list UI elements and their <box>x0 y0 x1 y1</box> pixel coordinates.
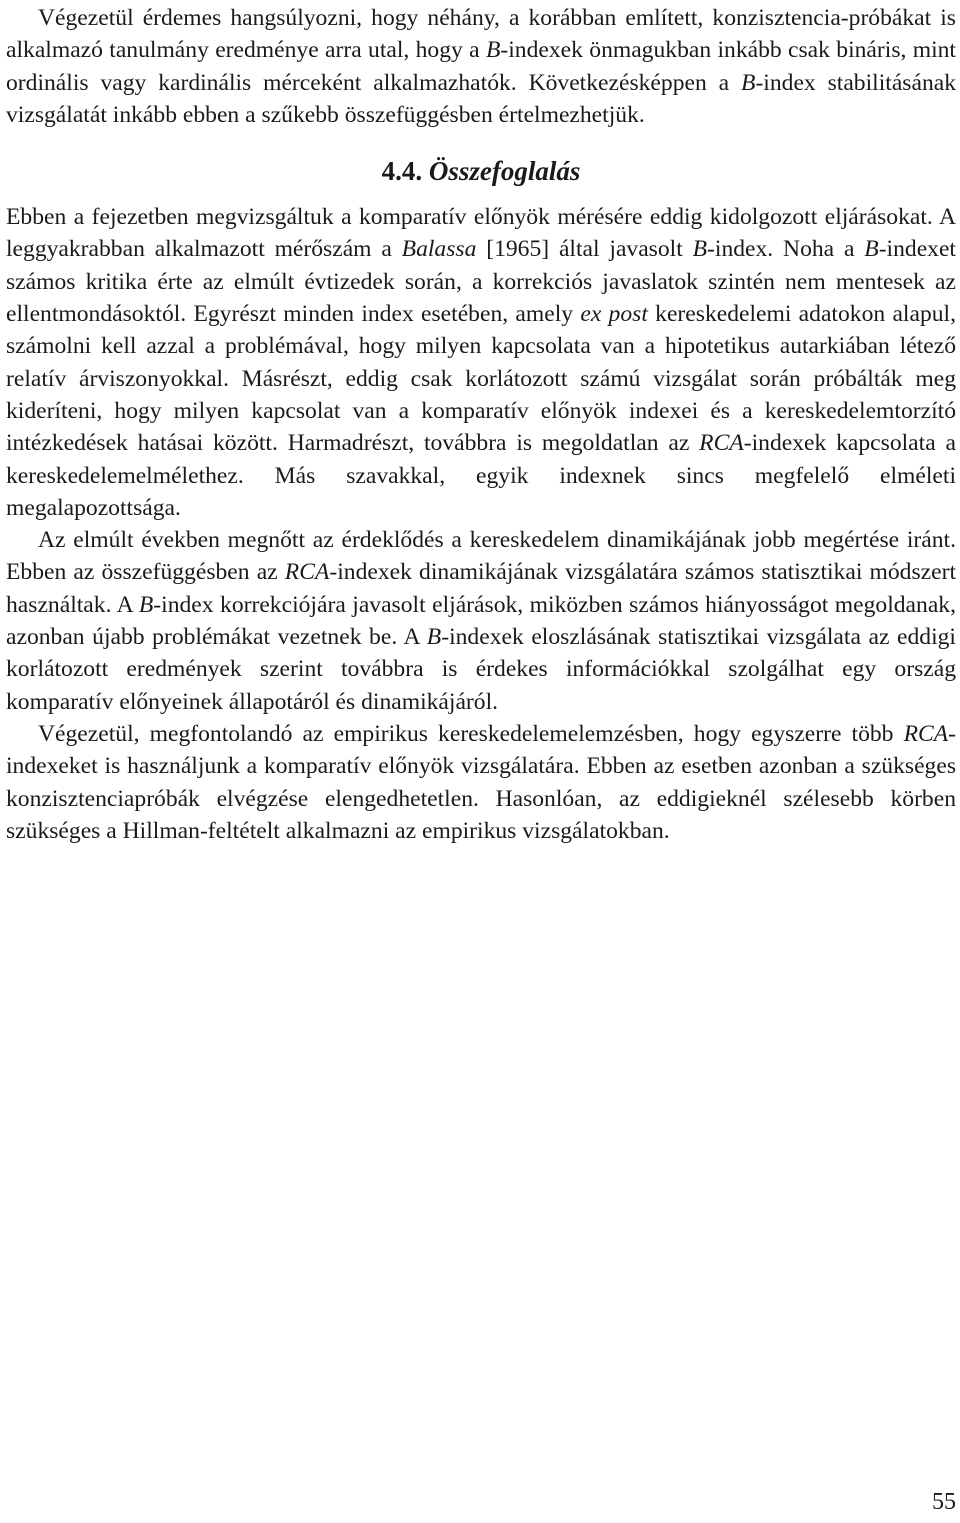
italic-term: B <box>485 37 501 64</box>
italic-term: RCA <box>284 559 330 586</box>
summary-paragraph-1: Ebben a fejezetben megvizsgáltuk a komparatív előnyök mérésére eddig kidolgozott eljárásokat. A leggyakrabban alkalmazott mérőszám a Balassa [1965] által javasolt B-index. Noha a B-indexet számos kritika érte az elmúlt évtizedek során, a korrekciós javaslatok szintén nem mentesek az ellentmondásoktól. Egyrészt minden index esetében, amely ex post kereskedelemi adatokon alapul, számolni kell azzal a problémával, hogy milyen kapcsolata van a hipotetikus autarkiában létező relatív árviszonyokkal. Másrészt, eddig csak korlátozott számú vizsgálat során próbálták meg kideríteni, hogy milyen kapcsolat van a komparatív előnyök indexei és a kereskedelemtorzító intézkedések hatásai között. Harmadrészt, továbbra is megoldatlan az RCA-indexek kapcsolata a kereskedelemelmélethez. Más szavakkal, egyik indexnek sincs megfelelő elméleti megalapozottsága. <box>6 204 956 521</box>
summary-paragraph-2: Az elmúlt években megnőtt az érdeklődés a kereskedelem dinamikájának jobb megértése iránt. Ebben az összefüggésben az RCA-indexek dinamikájának vizsgálatára számos statisztikai módszert használtak. A B-index korrekciójára javasolt eljárások, miközben számos hiányosságot megoldanak, azonban újabb problémákat vezetnek be. A B-indexek eloszlásának statisztikai vizsgálata az eddigi korlátozott eredmények szerint továbbra is érdekes információkkal szolgálhat egy ország komparatív előnyeinek állapotáról és dinamikájáról. <box>6 527 956 715</box>
document-page <box>6 0 956 847</box>
italic-term: B <box>741 69 756 96</box>
intro-paragraph: Végezetül érdemes hangsúlyozni, hogy néhány, a korábban említett, konzisztencia-próbákat is alkalmazó tanulmány eredménye arra utal, hogy a B-indexek önmagukban inkább csak bináris, mint ordinális vagy kardinális mérceként alkalmazhatók. Következésképpen a B-index stabilitásának vizsgálatát inkább ebben a szűkebb összefüggésben értelmezhetjük. <box>6 5 957 128</box>
italic-term: B <box>864 236 879 263</box>
italic-term: Balassa <box>401 236 477 263</box>
italic-term: RCA <box>903 720 949 747</box>
section-title: Összefoglalás <box>428 156 581 187</box>
italic-term: RCA <box>699 430 744 457</box>
italic-term: B <box>692 236 708 263</box>
italic-term: B <box>138 591 154 618</box>
section-heading <box>6 155 956 187</box>
summary-paragraph-3: Végezetül, megfontolandó az empirikus kereskedelemelemzésben, hogy egyszerre több RCA-indexeket is használjunk a komparatív előnyök vizsgálatára. Ebben az esetben azonban a szükséges konzisztenciapróbák elvégzése elengedhetetlen. Hasonlóan, az eddigieknél szélesebb körben szükséges a Hillman-feltételt alkalmazni az empirikus vizsgálatokban. <box>6 720 956 844</box>
italic-term: ex post <box>580 301 648 328</box>
section-number: 4.4. <box>381 156 423 187</box>
page-number: 55 <box>932 1489 956 1515</box>
italic-term: B <box>426 624 442 651</box>
